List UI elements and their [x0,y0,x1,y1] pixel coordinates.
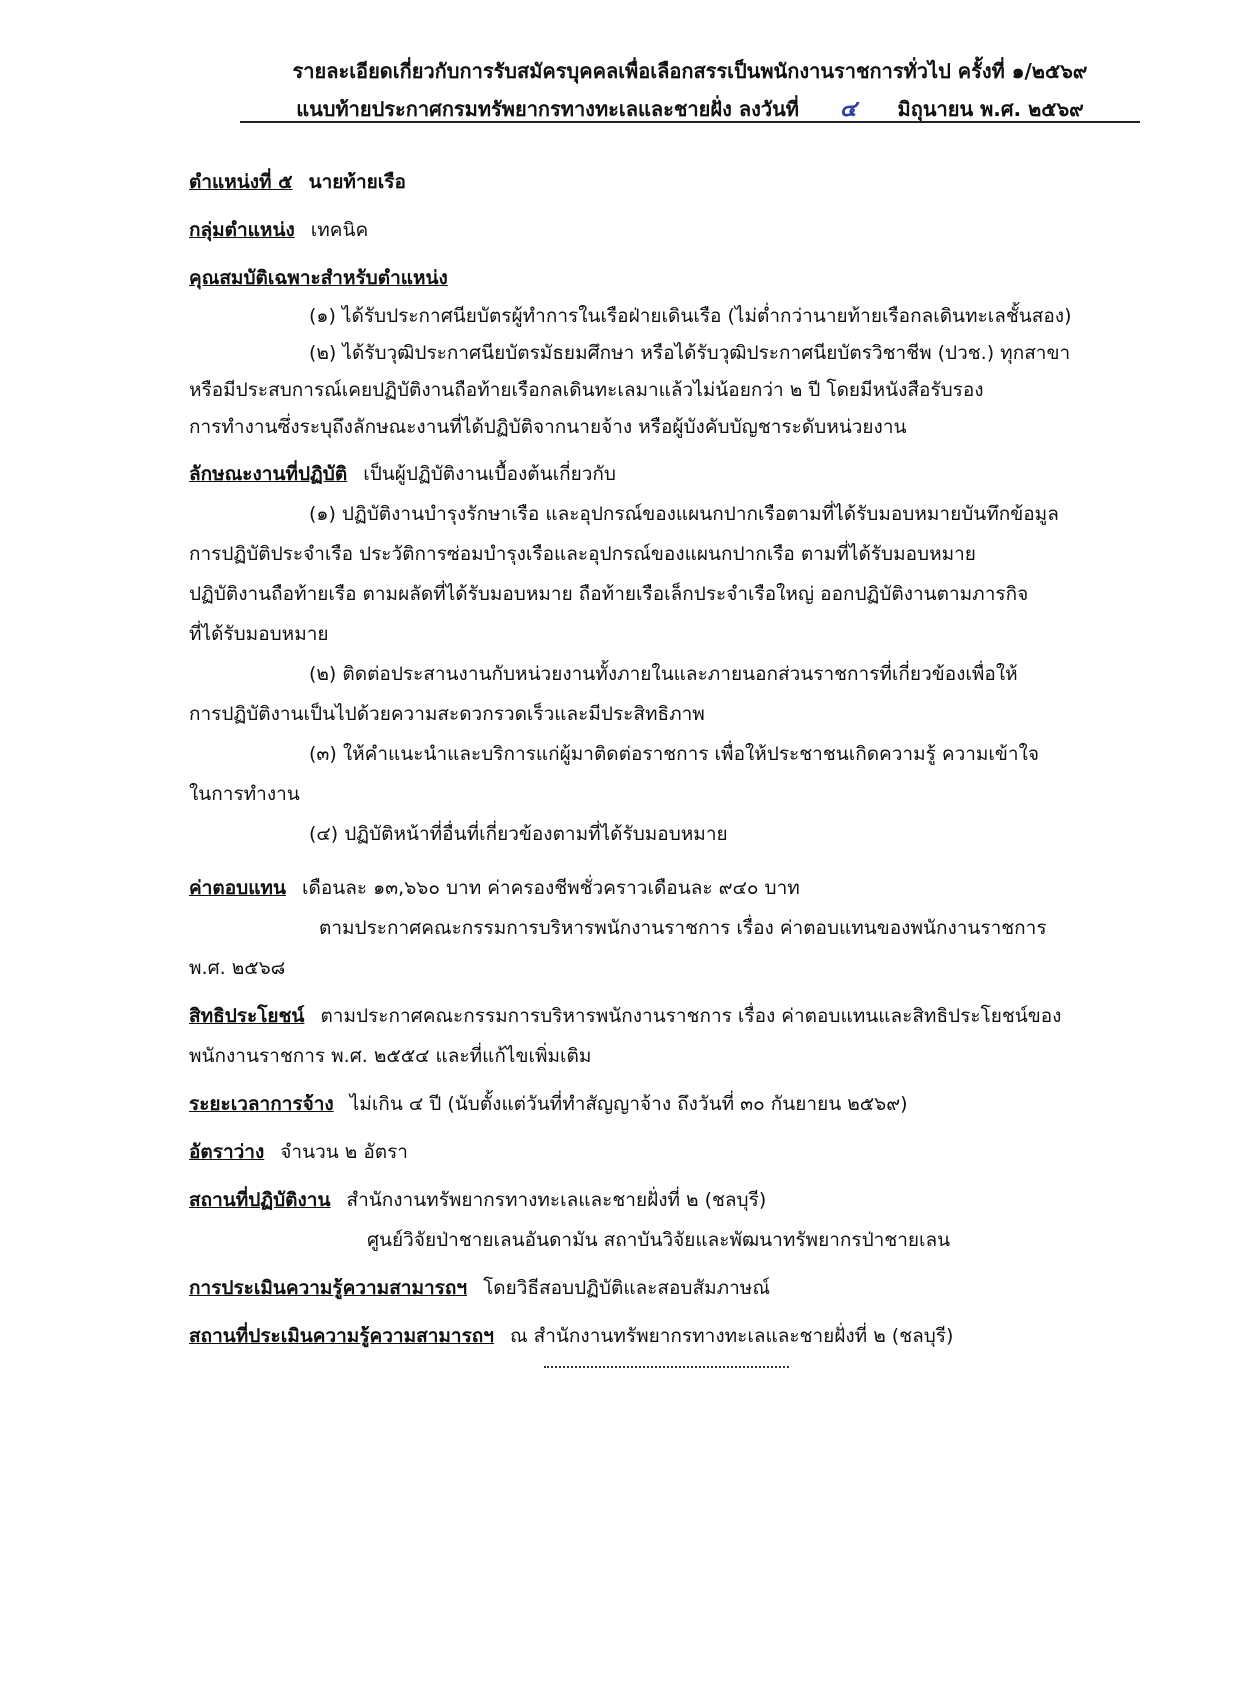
compensation-label: ค่าตอบแทน [189,877,286,899]
assessment-value: โดยวิธีสอบปฏิบัติและสอบสัมภาษณ์ [483,1277,770,1299]
qualifications-heading [189,258,1141,298]
header-divider [240,121,1140,123]
qualification-item-2: (๒) ได้รับวุฒิประกาศนียบัตรมัธยมศึกษา หรือได้รับวุฒิประกาศนียบัตรวิชาชีพ (ปวช.) ทุกสาขา [309,342,1071,364]
document-header [240,52,1140,129]
employment-period-line [189,1084,1141,1124]
qualification-item-1: (๑) ได้รับประกาศนียบัตรผู้ทำการในเรือฝ่ายเดินเรือ (ไม่ต่ำกว่านายท้ายเรือกลเดินทะเลชั้นสอง) [309,305,1072,327]
duties-intro: เป็นผู้ปฏิบัติงานเบื้องต้นเกี่ยวกับ [363,463,616,485]
vacancies-value: จำนวน ๒ อัตรา [280,1141,408,1163]
duty-item-1-cont: ปฏิบัติงานถือท้ายเรือ ตามผลัดที่ได้รับมอบหมาย ถือท้ายเรือเล็กประจำเรือใหญ่ ออกปฏิบัติงานตามภารกิจ [189,583,1029,605]
group-value: เทคนิค [310,219,369,241]
assessment-place-label: สถานที่ประเมินความรู้ความสามารถฯ [189,1325,494,1347]
duty-item-3-cont: ในการทำงาน [189,783,300,805]
benefits-value: ตามประกาศคณะกรรมการบริหารพนักงานราชการ เรื่อง ค่าตอบแทนและสิทธิประโยชน์ของ [320,1005,1062,1027]
header-attachment-prefix: แนบท้ายประกาศกรมทรัพยากรทางทะเลและชายฝั่ง ลงวันที่ [296,97,799,121]
vacancies-line [189,1132,1141,1172]
workplace-label: สถานที่ปฏิบัติงาน [189,1189,331,1211]
compensation-year: พ.ศ. ๒๕๖๘ [189,957,286,979]
assessment-label: การประเมินความรู้ความสามารถฯ [189,1277,468,1299]
workplace-line [189,1180,1141,1220]
duty-item-2-cont: การปฏิบัติงานเป็นไปด้วยความสะดวกรวดเร็วและมีประสิทธิภาพ [189,703,705,725]
header-attachment-line [240,90,1140,129]
end-dotted-line [544,1366,789,1368]
workplace-cont: ศูนย์วิจัยป่าชายเลนอันดามัน สถาบันวิจัยและพัฒนาทรัพยากรป่าชายเลน [367,1229,951,1251]
document-body [189,162,1141,1368]
handwritten-day: ๔ [839,97,857,122]
benefits-label: สิทธิประโยชน์ [189,1005,305,1027]
vacancies-label: อัตราว่าง [189,1141,265,1163]
duty-item-4: (๔) ปฏิบัติหน้าที่อื่นที่เกี่ยวข้องตามที่ได้รับมอบหมาย [309,823,728,845]
duty-item-1-cont: ที่ได้รับมอบหมาย [189,623,329,645]
qualification-item-2-cont: การทำงานซึ่งระบุถึงลักษณะงานที่ได้ปฏิบัติจากนายจ้าง หรือผู้บังคับบัญชาระดับหน่วยงาน [189,416,907,438]
employment-period-label: ระยะเวลาการจ้าง [189,1093,334,1115]
workplace-value: สำนักงานทรัพยากรทางทะเลและชายฝั่งที่ ๒ (ชลบุรี) [346,1189,767,1211]
duty-item-3: (๓) ให้คำแนะนำและบริการแก่ผู้มาติดต่อราชการ เพื่อให้ประชาชนเกิดความรู้ ความเข้าใจ [309,743,1039,765]
compensation-line [189,868,1141,908]
position-label: ตำแหน่งที่ ๕ [189,171,293,193]
assessment-place-line [189,1316,1141,1356]
assessment-place-value: ณ สำนักงานทรัพยากรทางทะเลและชายฝั่งที่ ๒ (ชลบุรี) [510,1325,954,1347]
duties-label: ลักษณะงานที่ปฏิบัติ [189,463,348,485]
qualification-item-2-cont: หรือมีประสบการณ์เคยปฏิบัติงานถือท้ายเรือกลเดินทะเลมาแล้วไม่น้อยกว่า ๒ ปี โดยมีหนังสือรับรอง [189,379,984,401]
header-title-line: รายละเอียดเกี่ยวกับการรับสมัครบุคคลเพื่อเลือกสรรเป็นพนักงานราชการทั่วไป ครั้งที่ ๑/๒๕๖๙ [292,59,1088,83]
duties-heading [189,454,1141,494]
group-label: กลุ่มตำแหน่ง [189,219,295,241]
assessment-line [189,1268,1141,1308]
duty-item-1-cont: การปฏิบัติประจำเรือ ประวัติการซ่อมบำรุงเรือและอุปกรณ์ของแผนกปากเรือ ตามที่ได้รับมอบหมาย [189,543,976,565]
qualifications-label: คุณสมบัติเฉพาะสำหรับตำแหน่ง [189,267,448,289]
header-attachment-suffix: มิถุนายน พ.ศ. ๒๕๖๙ [897,97,1084,121]
compensation-reference: ตามประกาศคณะกรรมการบริหารพนักงานราชการ เรื่อง ค่าตอบแทนของพนักงานราชการ [319,917,1047,939]
benefits-cont: พนักงานราชการ พ.ศ. ๒๕๕๔ และที่แก้ไขเพิ่มเติม [189,1045,592,1067]
compensation-amount: เดือนละ ๑๓,๖๖๐ บาท ค่าครองชีพชั่วคราวเดือนละ ๙๔๐ บาท [302,877,800,899]
benefits-line [189,996,1141,1036]
position-title: นายท้ายเรือ [308,171,406,193]
group-line [189,210,1141,250]
employment-period-value: ไม่เกิน ๔ ปี (นับตั้งแต่วันที่ทำสัญญาจ้าง ถึงวันที่ ๓๐ กันยายน ๒๕๖๙) [349,1093,908,1115]
position-line [189,162,1141,202]
duty-item-1: (๑) ปฏิบัติงานบำรุงรักษาเรือ และอุปกรณ์ของแผนกปากเรือตามที่ได้รับมอบหมายบันทึกข้อมูล [309,503,1059,525]
duty-item-2: (๒) ติดต่อประสานงานกับหน่วยงานทั้งภายในและภายนอกส่วนราชการที่เกี่ยวข้องเพื่อให้ [309,663,1018,685]
